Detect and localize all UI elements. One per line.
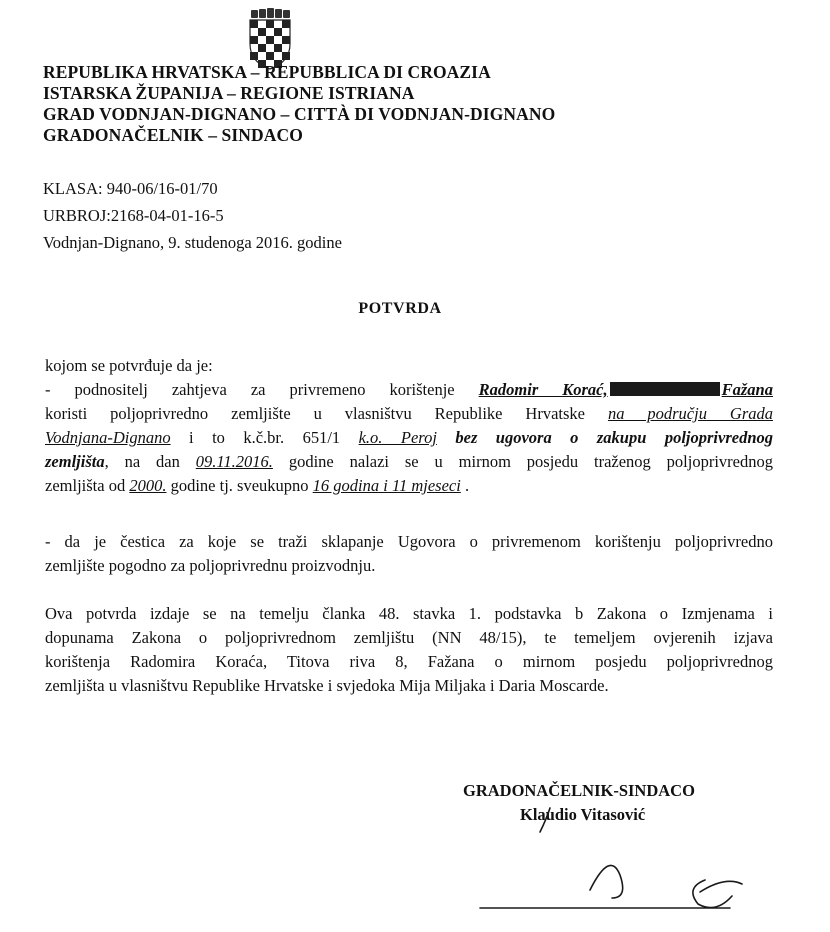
issuer-header xyxy=(43,62,555,146)
paragraph-line: korištenja Radomira Koraća, Titova riva 8, Fažana o mirnom posjedu poljoprivrednog xyxy=(45,652,773,671)
signatory-name: Klaudio Vitasović xyxy=(520,805,646,824)
document-meta xyxy=(43,175,342,256)
applicant-name: Radomir Korać, xyxy=(478,380,608,399)
paragraph-parcel xyxy=(45,530,773,578)
applicant-place: Fažana xyxy=(721,380,773,399)
paragraph-line: koristi poljoprivredno zemljište u vlasništvu Republike Hrvatske na području Grada xyxy=(45,404,773,423)
header-line: ISTARSKA ŽUPANIJA – REGIONE ISTRIANA xyxy=(43,83,415,103)
intro-line: kojom se potvrđuje da je: xyxy=(45,356,213,375)
place-date: Vodnjan-Dignano, 9. studenoga 2016. godine xyxy=(43,233,342,252)
header-line: GRADONAČELNIK – SINDACO xyxy=(43,125,303,145)
paragraph-line: dopunama Zakona o poljoprivrednom zemljištu (NN 48/15), te temeljem ovjerenih izjava xyxy=(45,628,773,647)
paragraph-line: - da je čestica za koje se traži sklapanje Ugovora o privremenom korištenju poljoprivredno xyxy=(45,532,773,551)
paragraph-legal-basis xyxy=(45,602,773,698)
handwritten-signature xyxy=(470,780,750,920)
paragraph-line: zemljišta od 2000. godine tj. sveukupno 16 godina i 11 mjeseci . xyxy=(45,476,470,495)
redaction-bar xyxy=(610,382,720,396)
header-line: REPUBLIKA HRVATSKA – REPUBBLICA DI CROAZIA xyxy=(43,62,491,82)
paragraph-line: zemljišta, na dan 09.11.2016. godine nalazi se u mirnom posjedu traženog poljoprivrednog xyxy=(45,452,773,471)
klasa-number: KLASA: 940-06/16-01/70 xyxy=(43,179,218,198)
signatory-role: GRADONAČELNIK-SINDACO xyxy=(463,781,695,800)
header-line: GRAD VODNJAN-DIGNANO – CITTÀ DI VODNJAN-DIGNANO xyxy=(43,104,556,124)
urbroj-number: URBROJ:2168-04-01-16-5 xyxy=(43,206,224,225)
paragraph-line: zemljište pogodno za poljoprivrednu proizvodnju. xyxy=(45,556,376,575)
document-title: POTVRDA xyxy=(358,300,442,317)
paragraph-line: Ova potvrda izdaje se na temelju članka 48. stavka 1. podstavka b Zakona o Izmjenama i xyxy=(45,604,773,623)
paragraph-line: zemljišta u vlasništvu Republike Hrvatske i svjedoka Mija Miljaka i Daria Moscarde. xyxy=(45,676,609,695)
coat-of-arms-icon xyxy=(245,8,295,70)
paragraph-applicant xyxy=(45,378,773,498)
paragraph-line: Vodnjana-Dignano i to k.č.br. 651/1 k.o. Peroj bez ugovora o zakupu poljoprivrednog xyxy=(45,428,773,447)
paragraph-line: - podnositelj zahtjeva za privremeno korištenje Radomir Korać, Fažana xyxy=(45,380,773,399)
